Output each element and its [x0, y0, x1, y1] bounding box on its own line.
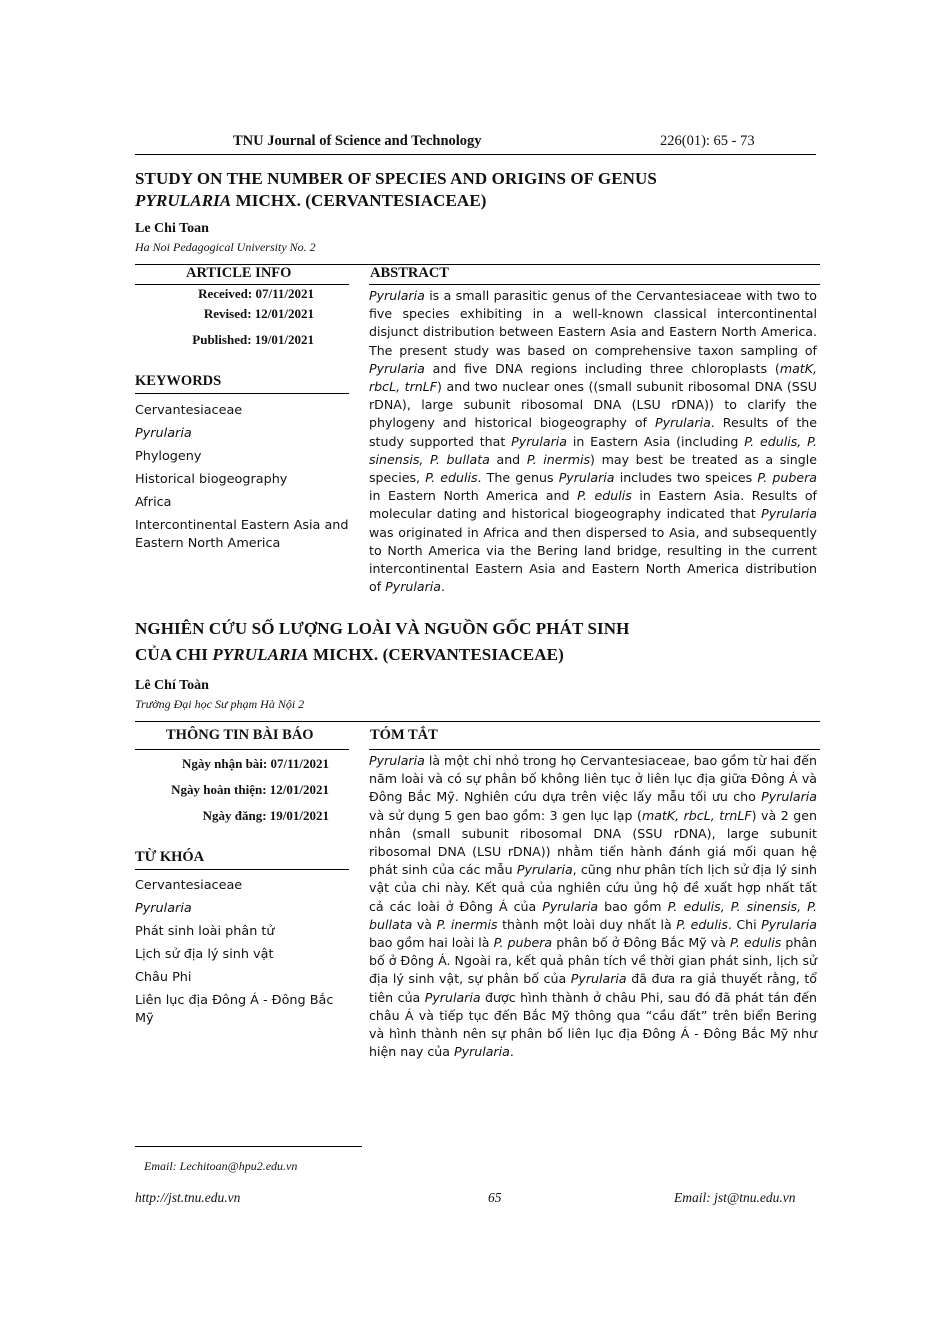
- journal-url[interactable]: http://jst.tnu.edu.vn: [135, 1190, 241, 1205]
- header-rule: [135, 154, 816, 155]
- italic-term: Pyrularia: [570, 971, 627, 987]
- italic-term: P. inermis: [436, 916, 498, 932]
- abstract-text: and: [489, 451, 527, 467]
- en-author: Le Chi Toan: [135, 221, 209, 236]
- vi-title: [135, 616, 629, 668]
- en-article-info-heading: ARTICLE INFO: [186, 265, 292, 281]
- italic-term: P. pubera: [757, 470, 817, 486]
- author-email-footnote: Email: Lechitoan@hpu2.edu.vn: [144, 1159, 298, 1173]
- abstract-text: .: [440, 579, 445, 595]
- en-keyword: Intercontinental Eastern Asia and Eastern North America: [135, 518, 349, 551]
- en-abstract-heading: ABSTRACT: [370, 265, 449, 281]
- en-title: [135, 168, 657, 212]
- vi-title-line1: NGHIÊN CỨU SỐ LƯỢNG LOÀI VÀ NGUỒN GỐC PHÁT SINH: [135, 619, 630, 638]
- vi-received: Ngày nhận bài: 07/11/2021: [181, 756, 329, 771]
- abstract-text: in Eastern Asia (including: [567, 433, 745, 449]
- vi-keywords-heading: TỪ KHÓA: [135, 849, 205, 865]
- abstract-text: ) may best be treated as a single species,: [369, 451, 818, 486]
- en-abstract-body: [369, 287, 817, 596]
- vi-keywords-rule: [135, 869, 349, 870]
- en-received: Received: 07/11/2021: [198, 286, 314, 301]
- page-number: 65: [488, 1190, 502, 1205]
- italic-term: Pyrularia: [369, 360, 425, 376]
- vi-keyword: Phát sinh loài phân tử: [135, 924, 275, 939]
- vi-title-line2: [135, 642, 629, 668]
- italic-term: P. pubera: [493, 935, 553, 951]
- abstract-text: được hình thành ở châu Phi, sau đó đã phát tán đến châu Á và tiếp tục đến Bắc Mỹ thông qua “cầu đất” trên biển Bering và hình thành nên sự phân bố liên lục địa Đông Á - Đông Bắc Mỹ như hiện nay của: [369, 989, 817, 1060]
- vi-article-info-heading: THÔNG TIN BÀI BÁO: [166, 727, 314, 743]
- italic-term: P. edulis: [676, 916, 728, 932]
- vi-revised: Ngày hoàn thiện: 12/01/2021: [171, 782, 329, 797]
- italic-term: Pyrularia: [369, 753, 425, 768]
- vi-keyword: Châu Phi: [135, 970, 192, 985]
- italic-term: P. edulis: [425, 470, 478, 486]
- abstract-text: thành một loài duy nhất là: [497, 916, 677, 932]
- abstract-text: includes two speices: [614, 470, 758, 486]
- abstract-text: ) và 2 gen nhân (small subunit ribosomal DNA (SSU rDNA), large subunit ribosomal DNA (LSU rDNA)) nhằm tiến hành đánh giá mối quan hệ phát sinh của các mẫu: [369, 807, 817, 878]
- en-keyword: Historical biogeography: [135, 472, 288, 487]
- en-keywords-heading: KEYWORDS: [135, 373, 222, 389]
- abstract-text: was originated in Africa and then dispersed to Asia, and subsequently to North America via the Bering land bridge, resulting in the current intercontinental Eastern Asia and Eastern North America distribution of: [369, 524, 817, 595]
- vi-abstract-rule: [369, 749, 820, 750]
- abstract-text: bao gồm: [598, 898, 668, 914]
- italic-term: Pyrularia: [516, 862, 573, 878]
- italic-term: Pyrularia: [558, 470, 615, 486]
- italic-term: Pyrularia: [654, 415, 711, 431]
- vi-title-pre: CỦA CHI: [135, 645, 213, 664]
- italic-term: Pyrularia: [424, 989, 481, 1005]
- en-published: Published: 19/01/2021: [192, 332, 314, 347]
- vi-keyword: Liên lục địa Đông Á - Đông Bắc Mỹ: [135, 993, 334, 1026]
- en-abstract-rule: [369, 284, 820, 285]
- italic-term: Pyrularia: [454, 1044, 510, 1060]
- italic-term: P. edulis, P. sinensis, P. bullata: [369, 433, 817, 467]
- abstract-text: và: [412, 916, 437, 932]
- vi-published: Ngày đăng: 19/01/2021: [202, 808, 329, 823]
- abstract-text: phân bố ở Đông Bắc Mỹ và: [552, 935, 731, 951]
- en-revised: Revised: 12/01/2021: [203, 306, 314, 321]
- abstract-text: phân bố ở Đông Á. Ngoài ra, kết quả phân tích về thời gian phát sinh, lịch sử địa lý sinh vật, sự phân bố của: [369, 935, 817, 987]
- italic-term: Pyrularia: [761, 789, 817, 805]
- abstract-text: là một chi nhỏ trong họ Cervantesiaceae, bao gồm từ hai đến năm loài và có sự phân bố không liên tục ở liên lục địa giữa Đông Á và Đông Bắc Mỹ. Nghiên cứu dựa trên việc lấy mẫu tối ưu cho: [369, 753, 817, 805]
- italic-term: Pyrularia: [385, 579, 441, 595]
- vi-keyword: Lịch sử địa lý sinh vật: [135, 947, 274, 962]
- italic-term: matK, rbcL, trnLF: [641, 807, 752, 823]
- abstract-text: . The genus: [477, 470, 559, 486]
- vi-title-rest: MICHX. (CERVANTESIACEAE): [308, 645, 564, 664]
- italic-term: Pyrularia: [369, 288, 425, 303]
- abstract-text: đã đưa ra giả thuyết rằng, tổ tiên của: [369, 971, 817, 1005]
- journal-email[interactable]: Email: jst@tnu.edu.vn: [674, 1190, 796, 1205]
- abstract-text: và sử dụng 5 gen bao gồm: 3 gen lục lạp (: [369, 807, 642, 823]
- italic-term: Pyrularia: [761, 916, 817, 932]
- en-keyword: Cervantesiaceae: [135, 403, 243, 418]
- abstract-text: .: [509, 1044, 514, 1060]
- vi-abstract-body: [369, 752, 817, 1061]
- vi-title-genus: PYRULARIA: [212, 645, 309, 664]
- vi-keyword: Pyrularia: [135, 901, 192, 916]
- italic-term: P. edulis: [577, 488, 632, 504]
- vi-keyword: Cervantesiaceae: [135, 878, 243, 893]
- volume-pages: 226(01): 65 - 73: [660, 133, 755, 149]
- vi-author: Lê Chí Toàn: [135, 678, 209, 693]
- en-keyword: Pyrularia: [135, 426, 192, 441]
- en-title-rest: MICHX. (CERVANTESIACEAE): [231, 191, 487, 210]
- abstract-text: in Eastern Asia. Results of molecular dating and historical biogeography indicated that: [369, 488, 817, 522]
- vi-top-rule: [135, 721, 820, 722]
- italic-term: Pyrularia: [761, 506, 817, 522]
- italic-term: P. edulis: [730, 935, 782, 951]
- en-title-line2: [135, 190, 657, 212]
- abstract-text: . Results of the study supported that: [369, 415, 817, 449]
- abstract-text: bao gồm hai loài là: [369, 935, 494, 951]
- vi-affiliation: Trường Đại học Sư phạm Hà Nội 2: [135, 697, 305, 711]
- abstract-text: . Chi: [727, 916, 762, 932]
- abstract-text: ) and two nuclear ones ((small subunit ribosomal DNA (SSU rDNA), large subunit ribosomal DNA (LSU rDNA)) to clarify the phylogeny and historical biogeography of: [369, 379, 817, 431]
- en-keywords-rule: [135, 393, 349, 394]
- en-title-line1: STUDY ON THE NUMBER OF SPECIES AND ORIGINS OF GENUS: [135, 169, 657, 188]
- en-affiliation: Ha Noi Pedagogical University No. 2: [135, 240, 316, 254]
- italic-term: P. inermis: [526, 451, 591, 467]
- en-info-rule: [135, 284, 349, 285]
- abstract-text: and five DNA regions including three chloroplasts (: [424, 360, 780, 376]
- footnote-rule: [135, 1146, 362, 1147]
- vi-abstract-heading: TÓM TẮT: [370, 727, 438, 743]
- en-keyword: Phylogeny: [135, 449, 202, 464]
- journal-name: TNU Journal of Science and Technology: [233, 133, 482, 149]
- abstract-text: , cũng như phân tích lịch sử địa lý sinh vật của chi này. Kết quả của nghiên cứu ủng hộ đề xuất hợp nhất tất cả các loài ở Đông Á của: [369, 862, 817, 914]
- italic-term: matK, rbcL, trnLF: [369, 360, 817, 395]
- italic-term: P. edulis, P. sinensis, P. bullata: [369, 898, 817, 932]
- en-title-genus: PYRULARIA: [135, 191, 232, 210]
- en-keyword: Africa: [135, 495, 172, 510]
- abstract-text: in Eastern North America and: [369, 488, 578, 504]
- vi-info-rule: [135, 749, 349, 750]
- italic-term: Pyrularia: [542, 898, 599, 914]
- italic-term: Pyrularia: [511, 433, 567, 449]
- abstract-text: is a small parasitic genus of the Cervantesiaceae with two to five species exhibiting in a well-known classical intercontinental disjunct distribution between Eastern Asia and Eastern North America. The present study was based on comprehensive taxon sampling of: [369, 288, 817, 358]
